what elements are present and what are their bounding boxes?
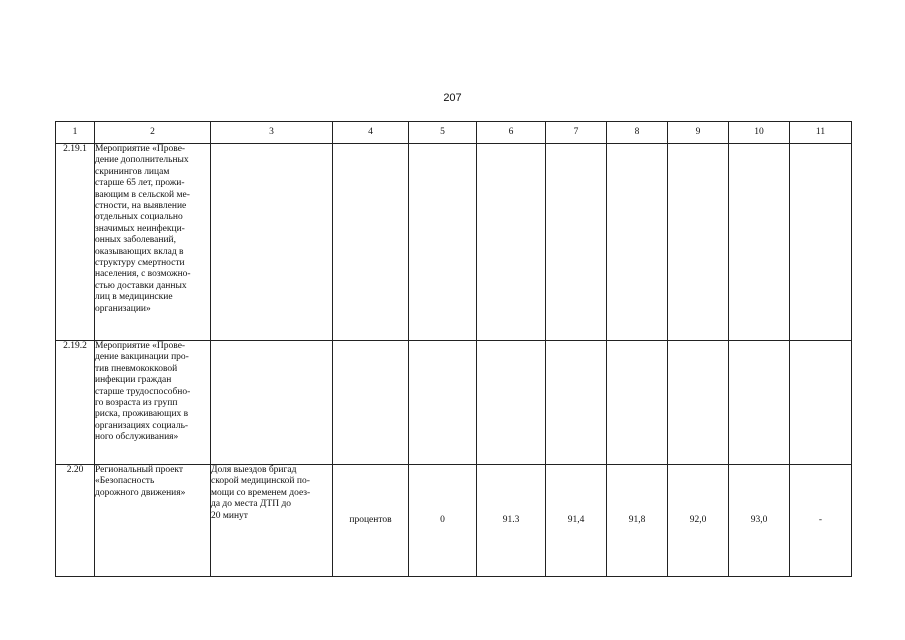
table-row xyxy=(56,465,852,577)
row-value-10 xyxy=(729,144,790,341)
header-cell-9: 9 xyxy=(668,122,729,144)
indicators-table xyxy=(55,121,852,577)
row-number: 2.19.1 xyxy=(56,144,95,341)
row-value-6 xyxy=(477,144,546,341)
row-value-7: 91,4 xyxy=(546,465,607,577)
header-cell-8: 8 xyxy=(607,122,668,144)
row-value-10: 93,0 xyxy=(729,465,790,577)
row-value-9: 92,0 xyxy=(668,465,729,577)
row-value-11 xyxy=(790,341,852,465)
row-value-8 xyxy=(607,144,668,341)
row-unit: процентов xyxy=(333,465,409,577)
header-cell-11: 11 xyxy=(790,122,852,144)
table-row xyxy=(56,144,852,341)
header-cell-10: 10 xyxy=(729,122,790,144)
row-value-5: 0 xyxy=(409,465,477,577)
row-value-5 xyxy=(409,144,477,341)
header-cell-1: 1 xyxy=(56,122,95,144)
row-value-8 xyxy=(607,341,668,465)
header-cell-5: 5 xyxy=(409,122,477,144)
row-number: 2.19.2 xyxy=(56,341,95,465)
row-unit xyxy=(333,144,409,341)
row-value-7 xyxy=(546,144,607,341)
row-value-11: - xyxy=(790,465,852,577)
row-value-6: 91.3 xyxy=(477,465,546,577)
row-value-9 xyxy=(668,341,729,465)
row-value-11 xyxy=(790,144,852,341)
row-value-9 xyxy=(668,144,729,341)
header-row xyxy=(56,122,852,144)
header-cell-6: 6 xyxy=(477,122,546,144)
row-indicator xyxy=(211,144,333,341)
row-value-7 xyxy=(546,341,607,465)
row-description: Мероприятие «Прове- дение дополнительных скринингов лицам старше 65 лет, прожи- вающим в сельской ме- стности, на выявление отдельных социально значимых неинфекци- онных заболеваний, оказывающих вклад в структуру смертности населения, с возможно- стью доставки данных лиц в медицинские организации» xyxy=(95,144,211,341)
row-description: Мероприятие «Прове- дение вакцинации про- тив пневмококковой инфекции граждан старше трудоспособно- го возраста из групп риска, проживающих в организациях социаль- ного обслуживания» xyxy=(95,341,211,465)
row-number: 2.20 xyxy=(56,465,95,577)
header-cell-2: 2 xyxy=(95,122,211,144)
row-description: Региональный проект «Безопасность дорожного движения» xyxy=(95,465,211,577)
row-value-8: 91,8 xyxy=(607,465,668,577)
table-row xyxy=(56,341,852,465)
row-unit xyxy=(333,341,409,465)
header-cell-4: 4 xyxy=(333,122,409,144)
page-number: 207 xyxy=(443,92,462,104)
header-cell-3: 3 xyxy=(211,122,333,144)
row-value-6 xyxy=(477,341,546,465)
header-cell-7: 7 xyxy=(546,122,607,144)
row-indicator xyxy=(211,341,333,465)
row-value-5 xyxy=(409,341,477,465)
row-indicator: Доля выездов бригад скорой медицинской по- мощи со временем доез- да до места ДТП до 20 минут xyxy=(211,465,333,577)
row-value-10 xyxy=(729,341,790,465)
